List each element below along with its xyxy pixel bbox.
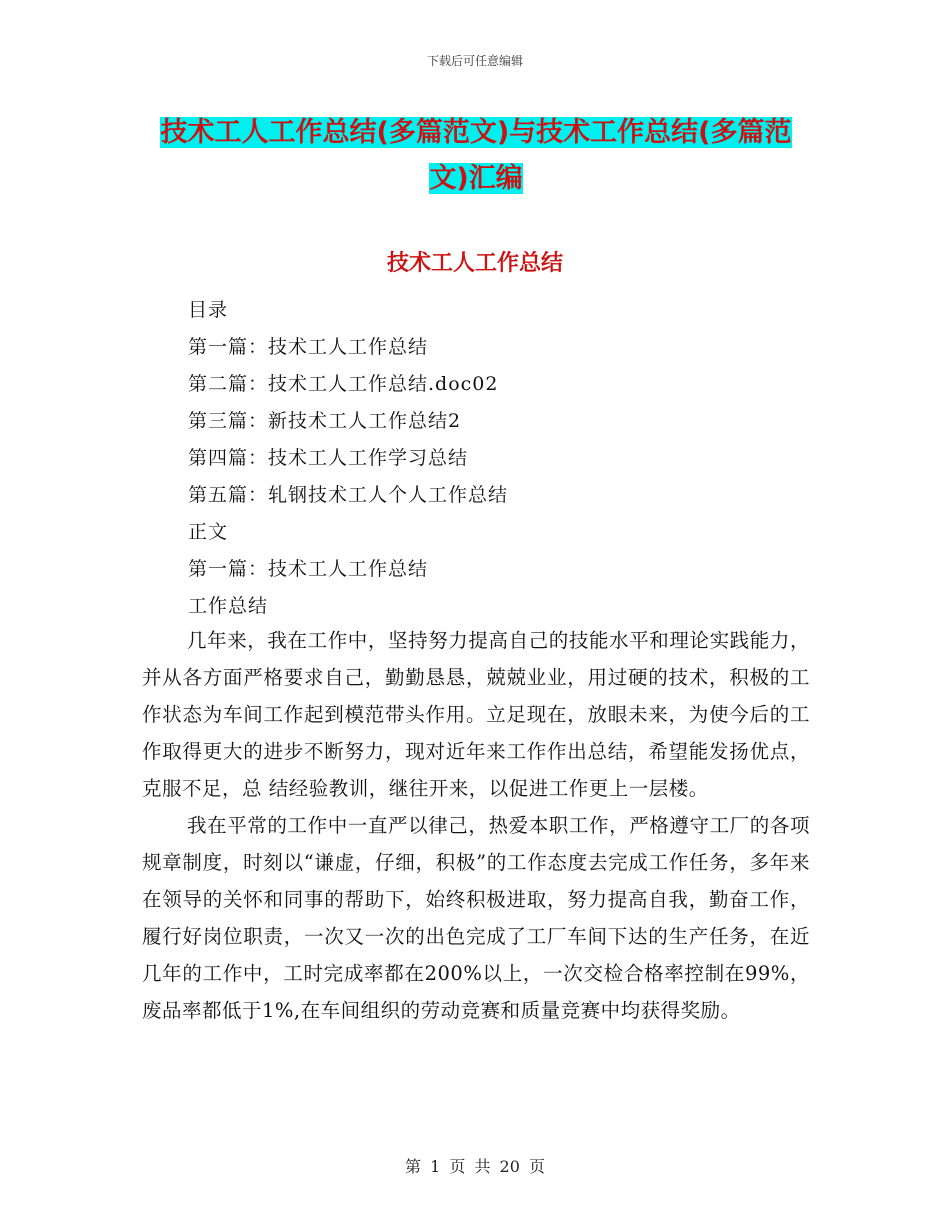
header-note: 下载后可任意编辑 — [426, 54, 523, 68]
toc-item: 第五篇：轧钢技术工人个人工作总结 — [188, 484, 509, 506]
chapter-subheading: 工作总结 — [188, 595, 269, 617]
toc-item: 第一篇：技术工人工作总结 — [188, 336, 429, 358]
document-title-line-2: 文)汇编 — [429, 163, 523, 194]
paragraph: 几年来，我在工作中，坚持努力提高自己的技能水平和理论实践能力，并从各方面严格要求自己，勤勤恳恳，兢兢业业，用过硬的技术，积极的工作状态为车间工作起到模范带头作用。立足现在，放眼未来，为使今后的工作取得更大的进步不断努力，现对近年来工作作出总结，希望能发扬优点，克服不足，总 结经验教训，继往开来，以促进工作更上一层楼。 — [142, 629, 810, 800]
toc-item: 第三篇：新技术工人工作总结2 — [188, 410, 462, 432]
body-heading: 正文 — [188, 521, 229, 543]
toc-item: 第四篇：技术工人工作学习总结 — [188, 447, 469, 469]
toc-item: 第二篇：技术工人工作总结.doc02 — [188, 373, 499, 395]
document-title — [140, 110, 812, 202]
document-title-line-1: 技术工人工作总结(多篇范文)与技术工作总结(多篇范 — [160, 117, 792, 148]
paragraph: 我在平常的工作中一直严以律己，热爱本职工作，严格遵守工厂的各项规章制度，时刻以“谦虚，仔细，积极”的工作态度去完成工作任务，多年来在领导的关怀和同事的帮助下，始终积极进取，努力提高自我，勤奋工作，履行好岗位职责，一次又一次的出色完成了工厂车间下达的生产任务，在近几年的工作中，工时完成率都在200%以上，一次交检合格率控制在99%，废品率都低于1%,在车间组织的劳动竞赛和质量竞赛中均获得奖励。 — [142, 814, 810, 1022]
body-text — [142, 622, 810, 1029]
section-title: 技术工人工作总结 — [386, 251, 563, 276]
toc-heading: 目录 — [188, 299, 229, 321]
chapter-heading: 第一篇：技术工人工作总结 — [188, 558, 429, 580]
page-footer: 第 1 页 共 20 页 — [405, 1157, 545, 1176]
table-of-contents — [188, 292, 828, 625]
